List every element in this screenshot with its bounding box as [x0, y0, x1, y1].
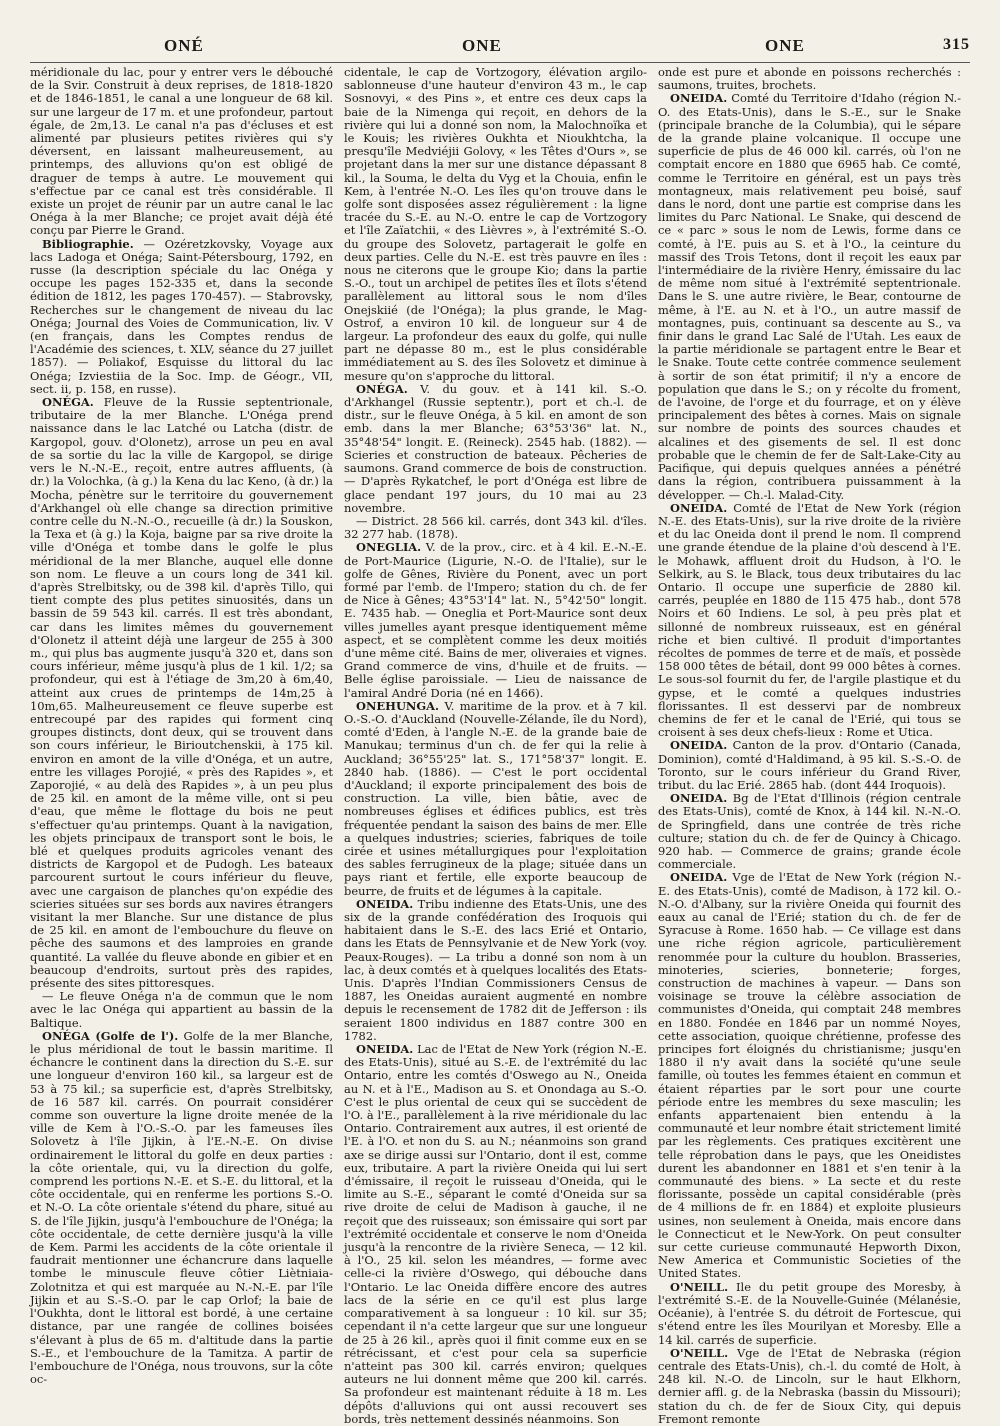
entry: [344, 1043, 647, 1426]
entry-text: Vge de l'Etat de Nebraska (région centrale des Etats-Unis), ch.-l. du comté de Holt, à 248 kil. N.-O. de Lincoln, sur le haut Elkhorn, dernier affl. g. de la Nebraska (bassin du Missouri); station du ch. de fer de Sioux City, qui depuis Fremont remonte: [658, 1345, 961, 1426]
entry-headword: ONEIDA.: [670, 91, 728, 106]
entry-headword: ONÉGA.: [42, 395, 94, 410]
text-column-1: [30, 65, 333, 1387]
entry-text: Vge de l'Etat de New York (région N.-E. des Etats-Unis), comté de Madison, à 172 kil. O.-N.-O. d'Albany, sur la rivière Oneida qui fournit des eaux au canal de l'Erié; station du ch. de fer de Syracuse à Rome. 1650 hab. — Ce village est dans une riche région agricole, particulièrement renommée pour la culture du houblon. Brasseries, minoteries, scieries, bonneterie; forges, construction de machines à vapeur. — Dans son voisinage se trouve la célèbre association de communistes d'Oneida, qui comptait 248 membres en 1880. Fondée en 1846 par un nommé Noyes, cette association, quoique chrétienne, professe des principes fort éloignés du christianisme; jusqu'en 1880 il n'y avait dans la société qu'une seule famille, où toutes les femmes étaient en commun et étaient réparties par le sort pour une courte période entre les membres du sexe masculin; les enfants appartenaient bien entendu à la communauté et leur nombre était strictement limité par les règlements. Ces pratiques excitèrent une telle réprobation dans le pays, que les Oneidistes durent les abandonner en 1881 et s'en tenir à la communauté des biens. » La secte et du reste florissante, possède un capital considérable (près de 4 millions de fr. en 1884) et exploite plusieurs usines, non seulement à Oneida, mais encore dans le Connecticut et le New-York. On peut consulter sur cette curieuse communauté Hepworth Dixon, New America et Communistic Societies of the United States.: [658, 870, 961, 1281]
entry-headword: ONEIDA.: [356, 1042, 414, 1057]
text-column-3: [658, 65, 961, 1426]
entry-headword: ONEIDA.: [670, 791, 728, 806]
entry-continuation: [30, 990, 333, 1030]
entry-text: V. de la prov., circ. et à 4 kil. E.-N.-E. de Port-Maurice (Ligurie, N.-O. de l'Italie), sur le golfe de Gênes, Rivière du Ponent, avec un port formé par l'emb. de l'Impero; station du ch. de fer de Nice à Gênes; 43°53'14" lat. N., 5°42'50" longit. E. 7435 hab. — Oneglia et Port-Maurice sont deux villes jumelles ayant presque identiquement même aspect, et se complètent comme les deux moitiés d'une même cité. Bains de mer, oliveraies et vignes. Grand commerce de vins, d'huile et de fruits. — Belle église paroissiale. — Lieu de naissance de l'amiral André Doria (né en 1466).: [344, 540, 647, 700]
entry-text: V. du gouv. et à 141 kil. S.-O. d'Arkhangel (Russie septentr.), port et ch.-l. de distr., sur le fleuve Onéga, à 5 kil. en amont de son emb. dans la mer Blanche; 63°53'36" lat. N., 35°48'54" longit. E. (Reineck). 2545 hab. (1882). — Scieries et construction de bateaux. Pêcheries de saumons. Grand commerce de bois de construction. — D'après Rykatchef, le port d'Onéga est libre de glace pendant 197 jours, du 10 mai au 23 novembre.: [344, 381, 647, 515]
entry-headword: ONEHUNGA.: [356, 698, 439, 713]
text-column-2: [344, 65, 647, 1426]
entry: [344, 541, 647, 699]
entry-headword: ONEIDA.: [670, 870, 728, 885]
running-header: [30, 30, 970, 62]
entry: [658, 871, 961, 1280]
entry-headword: ONÉGA.: [356, 381, 408, 396]
entry: [658, 739, 961, 792]
header-left-guideword: ONÉ: [164, 36, 204, 55]
entry-headword: ONEGLIA.: [356, 540, 422, 555]
entry-text: méridionale du lac, pour y entrer vers le débouché de la Svir. Construit à deux reprises, de 1818-1820 et de 1846-1851, le canal a une longueur de 68 kil. sur une largeur de 17 m. et une profondeur, partout égale, de 2m,13. Le canal n'a pas d'écluses et est alimenté par plusieurs petites rivières qui s'y déversent, en laissant malheureusement, au printemps, des alluvions qu'on est obligé de draguer de temps à autre. Le mouvement qui s'effectue par ce canal est très considérable. Il existe un projet de réunir par un autre canal le lac Onéga à la mer Blanche; ce projet avait déjà été conçu par Pierre le Grand.: [30, 65, 333, 238]
entry-headword: ONEIDA.: [670, 500, 728, 515]
entry-text: Lac de l'Etat de New York (région N.-E. des Etats-Unis), situé au S.-E. de l'extrémité du lac Ontario, entre les comtés d'Oswego au N., Oneida au N. et à l'E., Madison au S. et Onondaga au S.-O. C'est le plus oriental de ceux qui se succèdent de l'O. à l'E., parallèlement à la rive méridionale du lac Ontario. Contrairement aux autres, il est orienté de l'E. à l'O. et non du S. au N.; néanmoins son grand axe se dirige aussi sur l'Ontario, dont il est, comme eux, tributaire. A part la rivière Oneida qui lui sert d'émissaire, il reçoit le ruisseau d'Oneida, qui le limite au S.-E., séparant le comté d'Oneida sur sa rive droite de celui de Madison à gauche, il ne reçoit que des ruisseaux; son émissaire qui sort par l'extrémité occidentale et conserve le nom d'Oneida jusqu'à la rencontre de la rivière Seneca, — 12 kil. à l'O., 25 kil. selon les méandres, — forme avec celle-ci la rivière d'Oswego, qui débouche dans l'Ontario. Le lac Oneida diffère encore des autres lacs de la série en ce qu'il est plus large comparativement à sa longueur : 10 kil. sur 35; cependant il n'a cette largeur que sur une longueur de 25 à 26 kil., après quoi il finit comme eux en se rétrécissant, et c'est pour cela sa superficie n'atteint pas 300 kil. carrés environ; quelques auteurs ne lui donnent même que 200 kil. carrés. Sa profondeur est maintenant réduite à 18 m. Les dépôts d'alluvions qui ont aussi recouvert ses bords, très nettement dessinés néanmoins. Son: [344, 1042, 647, 1426]
entry-text: — District. 28 566 kil. carrés, dont 343 kil. d'îles. 32 277 hab. (1878).: [344, 513, 647, 542]
entry-continuation: [30, 66, 333, 238]
entry-text: cidentale, le cap de Vortzogory, élévation argilo-sablonneuse d'une hauteur d'environ 43 m., le cap Sosnovyi, « des Pins », et entre ces deux caps la baie de la Nimenga qui reçoit, en dehors de la rivière qui lui a donné son nom, la Malochnoïka et le Kouis; les rivières Oukhta et Nioukhtcha, la presqu'île Medviéjii Golovy, « les Têtes d'Ours », se projetant dans la mer sur une distance dépassant 8 kil., la Souma, le delta du Vyg et la Chouia, enfin le Kem, à l'entrée N.-O. Les îles qu'on trouve dans le golfe sont disposées assez régulièrement : la ligne tracée du S.-E. au N.-O. entre le cap de Vortzogory et l'île Zaïatchii, « des Lièvres », à l'extrémité S.-O. du groupe des Solovetz, partagerait le golfe en deux parties. Celle du N.-E. est très pauvre en îles : nous ne citerons que le groupe Kio; dans la partie S.-O., tout un archipel de petites îles et îlots s'étend parallèlement au littoral sous le nom d'îles Onejskiié (de l'Onéga); la plus grande, le Mag-Ostrof, a environ 10 kil. de longueur sur 4 de largeur. La profondeur des eaux du golfe, qui nulle part ne dépasse 80 m., est le plus considérable immédiatement au S. des îles Solovetz et diminue à mesure qu'on s'approche du littoral.: [344, 65, 647, 383]
header-rule: [30, 62, 970, 63]
entry-headword: O'NEILL.: [670, 1279, 729, 1294]
entry-text: Tribu indienne des Etats-Unis, une des six de la grande confédération des Iroquois qui habitaient dans le S.-E. des lacs Erié et Ontario, dans les Etats de Pennsylvanie et de New York (voy. Peaux-Rouges). — La tribu a donné son nom à un lac, à deux comtés et à quelques localités des Etats-Unis. D'après l'Indian Commissioners Census de 1887, les Oneidas auraient augmenté en nombre depuis le recensement de 1782 dit de Jefferson : ils seraient 1800 individus en 1887 contre 300 en 1782.: [344, 896, 647, 1043]
entry-headword: O'NEILL.: [670, 1345, 729, 1360]
entry: [658, 792, 961, 871]
entry: [30, 238, 333, 396]
header-center-guideword: ONE: [462, 36, 502, 55]
entry: [658, 1347, 961, 1426]
entry: [344, 700, 647, 898]
entry: [658, 502, 961, 740]
entry-text: — Le fleuve Onéga n'a de commun que le nom avec le lac Onéga qui appartient au bassin de la Baltique.: [30, 989, 333, 1030]
entry: [344, 898, 647, 1043]
entry-text: onde est pure et abonde en poissons recherchés : saumons, truites, brochets.: [658, 65, 961, 93]
entry: [344, 383, 647, 515]
entry: [30, 1030, 333, 1386]
entry-text: V. maritime de la prov. et à 7 kil. O.-S.-O. d'Auckland (Nouvelle-Zélande, île du Nord), comté d'Eden, à l'angle N.-E. de la grande baie de Manukau; terminus d'un ch. de fer qui la relie à Auckland; 36°55'25" lat. S., 171°58'37" longit. E. 2840 hab. (1886). — C'est le port occidental d'Auckland; il exporte principalement des bois de construction. La ville, bien bâtie, avec de nombreuses églises et édifices publics, est très fréquentée pendant la saison des bains de mer. Elle a quelques industries; scieries, fabriques de toile cirée et usines métallurgiques pour l'exploitation des sables ferrugineux de la plage; située dans un pays riant et fertile, elle exporte beaucoup de beurre, de fruits et de légumes à la capitale.: [344, 698, 647, 898]
entry: [30, 396, 333, 990]
entry-continuation: [344, 66, 647, 383]
header-right-guideword: ONE: [765, 36, 805, 55]
entry-headword: ONEIDA.: [670, 738, 728, 753]
entry-text: Ile du petit groupe des Moresby, à l'extrémité S.-E. de la Nouvelle-Guinée (Mélanésie, Océanie), à l'entrée S. du détroit de Fortescue, qui s'étend entre les îles Mourilyan et Moresby. Elle a 14 kil. carrés de superficie.: [658, 1279, 961, 1347]
entry-text: Comté du Territoire d'Idaho (région N.-O. des Etats-Unis), dans le S.-E., sur le Snake (principale branche de la Columbia), qui le sépare de la grande plaine volcanique. Il occupe une superficie de plus de 46 000 kil. carrés, où l'on ne comptait encore en 1880 que 6965 hab. Ce comté, comme le Territoire en général, est un pays très montagneux, mais relativement peu boisé, sauf dans le nord, dont une partie est comprise dans les limites du Parc National. Le Snake, qui descend de ce « parc » sous le nom de Lewis, forme dans ce comté, à l'E. puis au S. et à l'O., la ceinture du massif des Trois Tetons, dont il reçoit les eaux par l'intermédiaire de la rivière Henry, émissaire du lac de même nom situé à l'extrémité septentrionale. Dans le S. une autre rivière, le Bear, contourne de même, à l'E. au N. et à l'O., un autre massif de montagnes, puis, continuant sa descente au S., va finir dans le grand Lac Salé de l'Utah. Les eaux de la partie méridionale se partagent entre le Bear et le Snake. Toute cette contrée commence seulement à sortir de son état primitif; il n'y a encore de population que dans le S.; on y récolte du froment, de l'avoine, de l'orge et du fourrage, et on y élève principalement des bêtes à cornes. Mais on signale sur nombre de points des sources chaudes et alcalines et des gisements de sel. Il est donc probable que le chemin de fer de Salt-Lake-City au Pacifique, qui depuis quelques années a pénétré dans la région, contribuera puissamment à la développer. — Ch.-l. Malad-City.: [658, 91, 961, 502]
entry-headword: ONÉGA (Golfe de l').: [42, 1028, 179, 1043]
entry-text: Golfe de la mer Blanche, le plus méridional de tout le bassin maritime. Il échancre le continent dans la direction du S.-E. sur une longueur d'environ 160 kil., sa largeur est de 53 à 75 kil.; sa superficie est, d'après Strelbitsky, de 16 587 kil. carrés. On pourrait considérer comme son ouverture la ligne droite menée de la ville de Kem à l'O.-S.-O. par les fameuses îles Solovetz à l'île Jijkin, à l'E.-N.-E. On divise ordinairement le littoral du golfe en deux parties : la côte orientale, qui, vu la direction du golfe, comprend les portions N.-E. et S.-E. du littoral, et la côte occidentale, qui en renferme les portions S.-O. et N.-O. La côte orientale s'étend du phare, situé au S. de l'île Jijkin, jusqu'à l'embouchure de l'Onéga; la côte occidentale, de cette dernière jusqu'à la ville de Kem. Parmi les accidents de la côte orientale il faudrait mentionner une échancrure dans laquelle tombe le minuscule fleuve côtier Liètniaia-Zolotnitza et qui est marquée au N.-N.-E. par l'île Jijkin et au S.-S.-O. par le cap Orlof; la baie de l'Oukhta, dont le littoral est bordé, à une certaine distance, par une rangée de collines boisées s'élevant à plus de 65 m. d'altitude dans la partie S.-E., et l'embouchure de la Tamitza. A partir de l'embouchure de l'Onéga, nous trouvons, sur la côte oc-: [30, 1028, 333, 1387]
entry-headword: Bibliographie.: [42, 236, 134, 251]
entry-text: — Ozéretzkovsky, Voyage aux lacs Ladoga et Onéga; Saint-Pétersbourg, 1792, en russe (la description spéciale du lac Onéga y occupe les pages 152-335 et, dans la seconde édition de 1812, les pages 170-457). — Stabrovsky, Recherches sur le changement de niveau du lac Onéga; Journal des Voies de Communication, liv. V (en français, dans les Comptes rendus de l'Académie des sciences, t. XLV, séance du 27 juillet 1857). — Poliakof, Esquisse du littoral du lac Onéga; Izviestiia de la Soc. Imp. de Géogr., VII, sect. ii, p. 158, en russe).: [30, 236, 333, 396]
entry-text: Canton de la prov. d'Ontario (Canada, Dominion), comté d'Haldimand, à 95 kil. S.-S.-O. de Toronto, sur le cours inférieur du Grand River, tribut. du lac Erié. 2865 hab. (dont 444 Iroquois).: [658, 738, 961, 792]
entry: [658, 1281, 961, 1347]
entry-headword: ONEIDA.: [356, 896, 414, 911]
entry-text: Bg de l'Etat d'Illinois (région centrale des Etats-Unis), comté de Knox, à 144 kil. N.-N.-O. de Springfield, dans une contrée de très riche culture; station du ch. de fer de Quincy à Chicago. 920 hab. — Commerce de grains; grande école commerciale.: [658, 791, 961, 872]
entry-continuation: [658, 66, 961, 92]
entry-text: Comté de l'Etat de New York (région N.-E. des Etats-Unis), sur la rive droite de la rivière et du lac Oneida dont il prend le nom. Il comprend une grande étendue de la plaine d'où descend à l'E. le Mohawk, affluent droit du Hudson, à l'O. le Selkirk, au S. le Black, tous deux tributaires du lac Ontario. Il occupe une superficie de 2880 kil. carrés, peuplée en 1880 de 115 475 hab., dont 578 Noirs et 60 Indiens. Le sol, à peu près plat et sillonné de nombreux ruisseaux, est en général riche et bien cultivé. Il produit d'importantes récoltes de pommes de terre et de maïs, et possède 158 000 têtes de bétail, dont 99 000 bêtes à cornes. Le sous-sol fournit du fer, de l'argile plastique et du gypse, et le comté a quelques industries florissantes. Il est desservi par de nombreux chemins de fer et le canal de l'Erié, qui tous se croisent à ses deux chefs-lieux : Rome et Utica.: [658, 500, 961, 740]
entry-text: Fleuve de la Russie septentrionale, tributaire de la mer Blanche. L'Onéga prend naissance dans le lac Latché ou Latcha (distr. de Kargopol, gouv. d'Olonetz), arrose un peu en aval de sa sortie du lac la ville de Kargopol, se dirige vers le N.-N.-E., reçoit, entre autres affluents, (à dr.) la Volochka, (à g.) la Kena du lac Keno, (à dr.) la Mocha, pénètre sur le territoire du gouvernement d'Arkhangel où elle change sa direction primitive contre celle du N.-N.-O., recueille (à dr.) la Souskon, la Texa et (à g.) la Koja, baigne par sa rive droite la ville d'Onéga et tombe dans le golfe le plus méridional de la mer Blanche, auquel elle donne son nom. Le fleuve a un cours long de 341 kil. d'après Strelbitsky, ou de 398 kil. d'après Tillo, qui tient compte des plus petites sinuosités, dans un bassin de 59 543 kil. carrés. Il est très abondant, car dans les limites mêmes du gouvernement d'Olonetz il atteint déjà une largeur de 255 à 300 m., qui plus bas augmente jusqu'à 320 et, dans son cours inférieur, même jusqu'à plus de 1 kil. 1/2; sa profondeur, qui est à l'étiage de 3m,20 à 6m,40, atteint aux crues de printemps de 14m,25 à 10m,65. Malheureusement ce fleuve superbe est entrecoupé par des rapides qui forment cinq groupes distincts, dont deux, qui se trouvent dans son cours inférieur, le Birioutchenskii, à 175 kil. environ en amont de la ville d'Onéga, et un autre, entre les villages Porojié, « près des Rapides », et Zaporojié, « au delà des Rapides », à un peu plus de 25 kil. en amont de la même ville, ont si peu d'eau, que même le flottage du bois ne peut s'effectuer qu'au printemps. Quant à la navigation, les objets principaux de transport sont le bois, le blé et quelques produits agricoles venant des districts de Kargopol et de Pudogh. Les bateaux parcourent surtout le cours inférieur du fleuve, avec une cargaison de planches qu'on expédie des scieries situées sur ses bords aux navires étrangers visitant la mer Blanche. Sur une distance de plus de 25 kil. en amont de l'embouchure du fleuve on pêche des saumons et des lamproies en grande quantité. La vallée du fleuve abonde en gibier et en beaucoup d'endroits, surtout près des rapides, présente des sites pittoresques.: [30, 395, 333, 991]
entry: [658, 92, 961, 501]
page-number: 315: [943, 36, 970, 53]
entry-continuation: [344, 515, 647, 541]
